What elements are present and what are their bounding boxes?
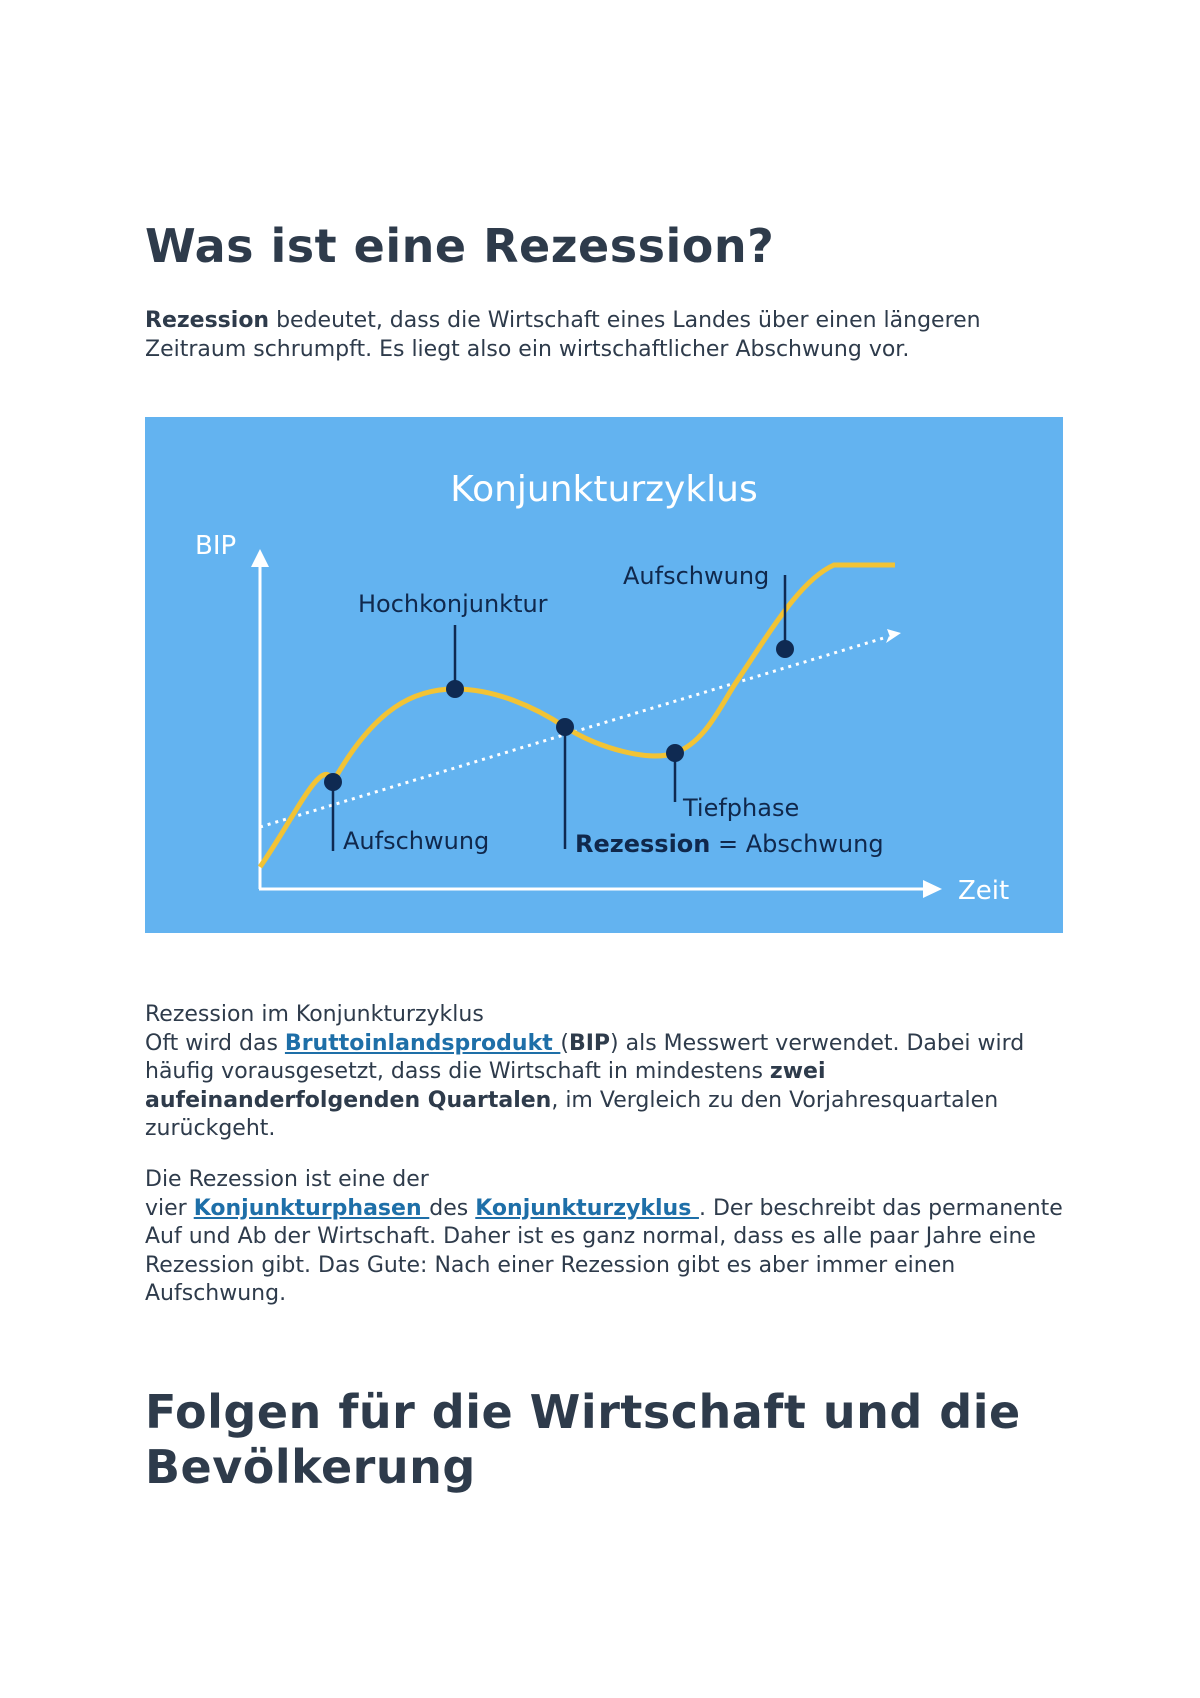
bip-abbrev: BIP [568,1030,611,1056]
chart-caption: Rezession im Konjunkturzyklus [145,1002,484,1027]
bip-text-2: ( [560,1030,569,1056]
marker-tiefphase [666,744,684,762]
phases-text-3: . Der beschreibt das permanente Auf und Ab der Wirtschaft. Daher ist es ganz normal, dass es alle paar Jahre eine Rezession gibt. Das Gute: Nach einer Rezession gibt es aber immer einen Aufschwung. [145,1195,1063,1306]
marker-rezession [556,718,574,736]
x-axis-arrow [923,880,942,898]
x-axis-label: Zeit [958,876,1010,906]
marker-aufschwung-1 [324,773,342,791]
phases-line-1: Die Rezession ist eine der [145,1167,429,1192]
section-heading-folgen: Folgen für die Wirtschaft und die Bevölkerung [145,1385,1021,1494]
marker-aufschwung-2 [776,640,794,658]
section-paragraph [145,1001,1065,1144]
page-title: Was ist eine Rezession? [145,219,775,273]
bold-quarters: zwei aufeinanderfolgenden Quartalen [145,1059,826,1113]
bip-text-1: Oft wird das [145,1030,285,1056]
link-konjunkturphasen[interactable]: Konjunkturphasen [193,1195,430,1221]
trend-arrow [886,629,901,643]
konjunkturzyklus-chart [145,417,1063,933]
label-aufschwung-1: Aufschwung [343,827,490,855]
phases-text-1: vier [145,1195,194,1221]
link-konjunkturzyklus[interactable]: Konjunkturzyklus [475,1195,699,1221]
bip-paragraph [145,1030,1065,1144]
y-axis-label: BIP [195,531,237,561]
y-axis-arrow [251,549,269,567]
label-aufschwung-2: Aufschwung [623,562,770,590]
link-bruttoinlandsprodukt[interactable]: Bruttoinlandsprodukt [284,1030,561,1056]
bip-text-3: ) als Messwert verwendet. Dabei wird häufig vorausgesetzt, dass die Wirtschaft in mindestens [145,1030,1025,1084]
phases-text-2: des [429,1195,476,1221]
label-rezession-rest: = Abschwung [710,830,884,858]
phases-body [145,1195,1065,1309]
phases-paragraph [145,1166,1065,1309]
intro-term: Rezession [145,308,270,333]
chart-title: Konjunkturzyklus [450,469,758,510]
label-rezession [575,830,884,858]
label-hochkonjunktur: Hochkonjunktur [358,590,548,618]
intro-paragraph [145,307,1065,364]
marker-hochkonjunktur [446,680,464,698]
bip-text-4: , im Vergleich zu den Vorjahresquartalen zurückgeht. [145,1087,999,1141]
intro-text: bedeutet, dass die Wirtschaft eines Landes über einen längeren Zeitraum schrumpft. Es liegt also ein wirtschaftlicher Abschwung vor. [145,308,981,362]
label-rezession-bold: Rezession [575,830,711,858]
chart-svg [145,417,1063,933]
label-tiefphase: Tiefphase [683,794,800,822]
business-cycle-curve [260,565,895,867]
